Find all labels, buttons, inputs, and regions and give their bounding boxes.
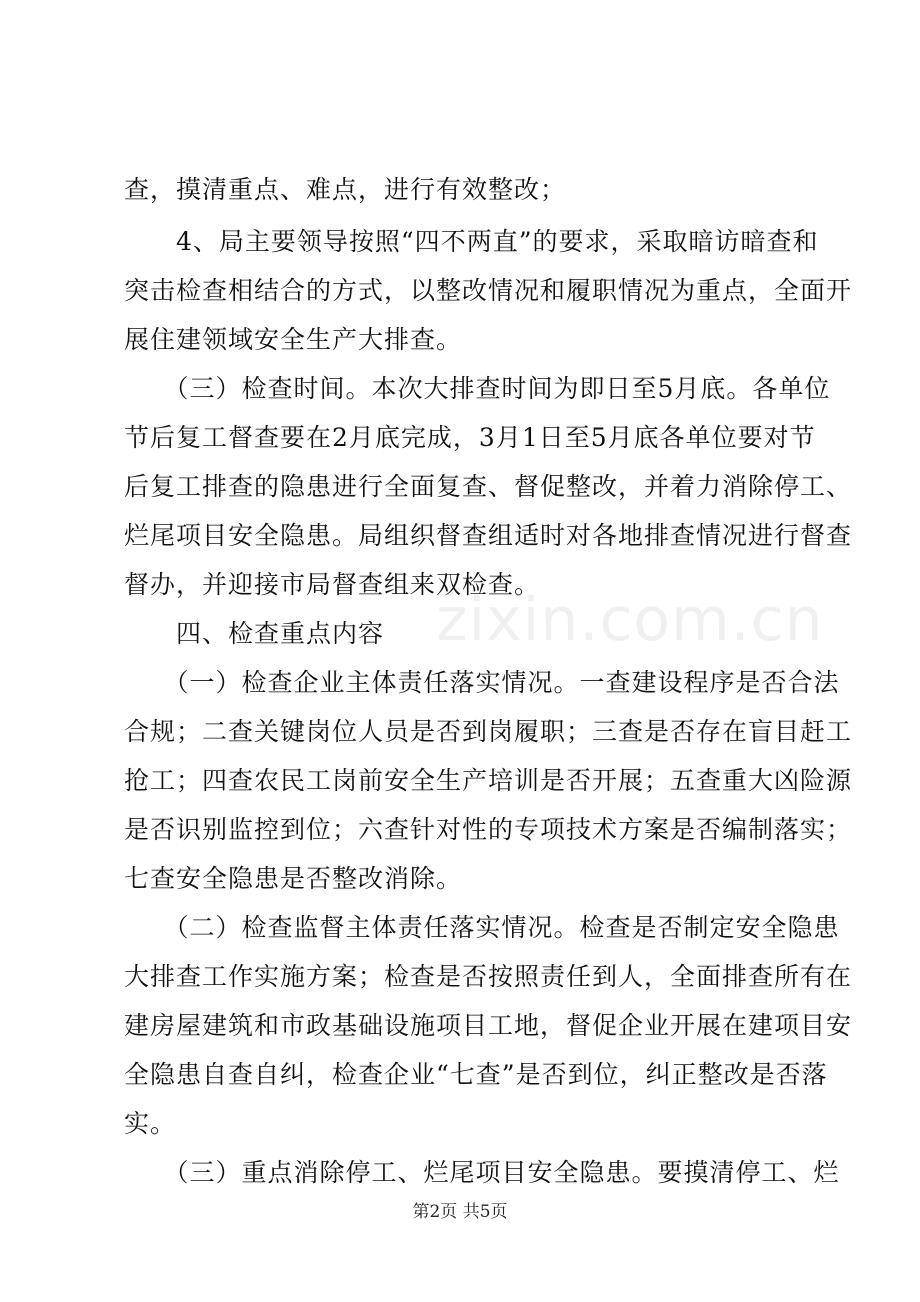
body-line: 节后复工督查要在2月底完成，3月1日至5月底各单位要对节 xyxy=(124,423,816,452)
watermark: zixin.com.cn xyxy=(436,585,824,655)
body-line: 大排查工作实施方案；检查是否按照责任到人，全面排查所有在 xyxy=(124,962,853,991)
body-line: 查，摸清重点、难点，进行有效整改； xyxy=(124,175,567,204)
body-line: （一）检查企业主体责任落实情况。一查建设程序是否合法 xyxy=(124,668,840,697)
section-heading: 四、检查重点内容 xyxy=(124,619,385,648)
body-line: 是否识别监控到位；六查针对性的专项技术方案是否编制落实； xyxy=(124,815,853,844)
body-line: 烂尾项目安全隐患。局组织督查组适时对各地排查情况进行督查 xyxy=(124,521,853,550)
body-line: 全隐患自查自纠，检查企业“七查”是否到位，纠正整改是否落 xyxy=(124,1060,828,1089)
body-line: 督办，并迎接市局督查组来双检查。 xyxy=(124,570,541,599)
body-line: （二）检查监督主体责任落实情况。检查是否制定安全隐患 xyxy=(124,913,840,942)
body-line: 抢工；四查农民工岗前安全生产培训是否开展；五查重大凶险源 xyxy=(124,766,853,795)
body-line: （三）重点消除停工、烂尾项目安全隐患。要摸清停工、烂 xyxy=(124,1158,840,1187)
body-line: （三）检查时间。本次大排查时间为即日至5月底。各单位 xyxy=(124,374,831,403)
body-line: 七查安全隐患是否整改消除。 xyxy=(124,864,463,893)
body-line: 实。 xyxy=(124,1109,177,1138)
body-line: 建房屋建筑和市政基础设施项目工地，督促企业开展在建项目安 xyxy=(124,1011,853,1040)
body-line: 4、局主要领导按照“四不两直”的要求，采取暗访暗查和 xyxy=(124,227,819,256)
body-line: 合规；二查关键岗位人员是否到岗履职；三查是否存在盲目赶工 xyxy=(124,717,853,746)
body-line: 展住建领域安全生产大排查。 xyxy=(124,325,463,354)
body-line: 后复工排查的隐患进行全面复查、督促整改，并着力消除停工、 xyxy=(124,472,853,501)
page-number-footer: 第2页 共5页 xyxy=(412,1202,508,1222)
body-line: 突击检查相结合的方式，以整改情况和履职情况为重点，全面开 xyxy=(124,276,853,305)
